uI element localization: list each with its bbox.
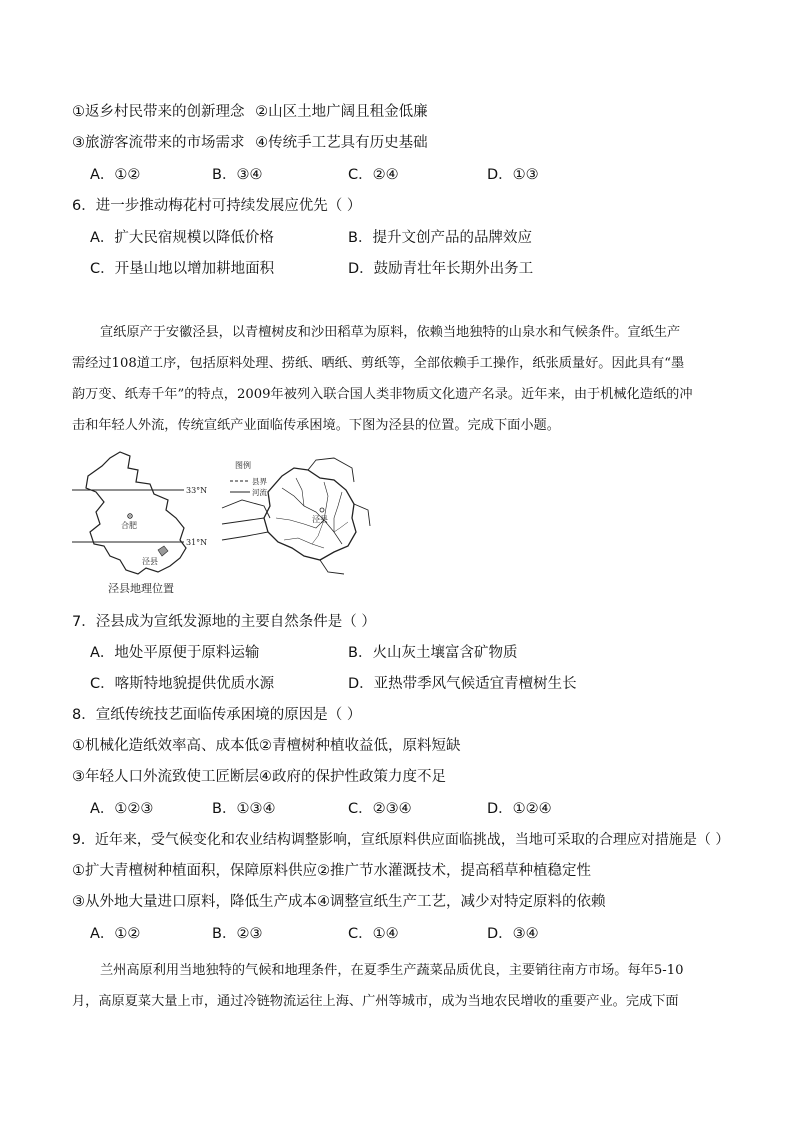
passage-line: 月，高原夏菜大量上市，通过冷链物流运往上海、广州等城市，成为当地农民增收的重要产业。完成下面: [72, 994, 679, 1009]
q7-choice-d[interactable]: D．亚热带季风气候适宜青檀树生长: [348, 676, 577, 692]
q8-statements-2: ③年轻人口外流致使工匠断层④政府的保护性政策力度不足: [72, 769, 446, 785]
jingxian-label-small: 泾县: [142, 557, 158, 566]
q9-statements-1: ①扩大青檀树种植面积，保障原料供应②推广节水灌溉技术，提高稻草种植稳定性: [72, 863, 591, 879]
q5-statement-3: ③旅游客流带来的市场需求: [72, 135, 245, 151]
q5-choice-b[interactable]: B．③④: [212, 167, 263, 183]
q7-choice-c[interactable]: C．喀斯特地貌提供优质水源: [90, 676, 275, 692]
hefei-label: 合肥: [121, 521, 137, 530]
q9-statements-2: ③从外地大量进口原料，降低生产成本④调整宣纸生产工艺，减少对特定原料的依赖: [72, 894, 606, 910]
map-caption: 泾县地理位置: [108, 582, 174, 595]
q9-stem: 9．近年来，受气候变化和农业结构调整影响，宣纸原料供应面临挑战，当地可采取的合理应对措施是（ ）: [72, 832, 730, 848]
q5-choice-a[interactable]: A．①②: [90, 167, 141, 183]
q7-stem: 7．泾县成为宣纸发源地的主要自然条件是（ ）: [72, 614, 376, 630]
q8-stem: 8．宣纸传统技艺面临传承困境的原因是（ ）: [72, 707, 362, 723]
passage-lanzhou-vegetables: [72, 955, 722, 1017]
q5-statement-4: ④传统手工艺具有历史基础: [255, 135, 428, 151]
q9-choice-a[interactable]: A．①②: [90, 926, 141, 942]
q9-choice-d[interactable]: D．③④: [487, 926, 539, 942]
legend-river-label: 河流: [252, 488, 267, 497]
passage-line: 韵万变、纸寿千年”的特点，2009年被列入联合国人类非物质文化遗产名录。近年来，由于机械化造纸的冲: [72, 387, 693, 402]
q5-choice-c[interactable]: C．②④: [348, 167, 399, 183]
q5-choice-d[interactable]: D．①③: [487, 167, 539, 183]
jingxian-seat-marker: [320, 508, 324, 512]
legend-title: 图例: [235, 461, 251, 470]
legend-boundary-label: 县界: [252, 477, 267, 486]
passage-line: 宣纸原产于安徽泾县，以青檀树皮和沙田稻草为原料，依赖当地独特的山泉水和气候条件。宣纸生产: [100, 325, 681, 340]
passage-xuan-paper: [72, 317, 722, 441]
q7-choice-b[interactable]: B．火山灰土壤富含矿物质: [348, 645, 518, 661]
jingxian-detail-outline: [264, 468, 356, 560]
q5-statements-line-2: [72, 133, 428, 153]
q8-choice-d[interactable]: D．①②④: [487, 801, 552, 817]
q8-choice-a[interactable]: A．①②③: [90, 801, 154, 817]
jingxian-location-map: [72, 448, 372, 598]
lat-33-label: 33°N: [186, 486, 208, 495]
q6-choice-c[interactable]: C．开垦山地以增加耕地面积: [90, 261, 275, 277]
map-graphic: [72, 448, 372, 578]
q6-choice-a[interactable]: A．扩大民宿规模以降低价格: [90, 230, 274, 246]
q8-choice-c[interactable]: C．②③④: [348, 801, 412, 817]
jingxian-small-region: [158, 546, 168, 556]
passage-line: 需经过108道工序，包括原料处理、捞纸、晒纸、剪纸等，全部依赖手工操作，纸张质量好。因此具有“墨: [72, 356, 685, 371]
q8-statements-1: ①机械化造纸效率高、成本低②青檀树种植收益低，原料短缺: [72, 738, 461, 754]
q9-choice-b[interactable]: B．②③: [212, 926, 263, 942]
q5-statement-1: ①返乡村民带来的创新理念: [72, 104, 245, 120]
q8-choice-b[interactable]: B．①③④: [212, 801, 276, 817]
passage-line: 兰州高原利用当地独特的气候和地理条件，在夏季生产蔬菜品质优良，主要销往南方市场。每年5-10: [100, 963, 684, 978]
province-outline: [86, 452, 186, 574]
lat-31-label: 31°N: [186, 538, 208, 547]
passage-line: 击和年轻人外流，传统宣纸产业面临传承困境。下图为泾县的位置。完成下面小题。: [72, 418, 560, 433]
jingxian-label-detail: 泾县: [312, 515, 328, 524]
q6-stem: 6．进一步推动梅花村可持续发展应优先（ ）: [72, 198, 362, 214]
q5-statements-line-1: [72, 102, 428, 122]
q6-choice-d[interactable]: D．鼓励青壮年长期外出务工: [348, 261, 534, 277]
q5-statement-2: ②山区土地广阔且租金低廉: [255, 104, 428, 120]
q9-choice-c[interactable]: C．①④: [348, 926, 399, 942]
q6-choice-b[interactable]: B．提升文创产品的品牌效应: [348, 230, 532, 246]
q7-choice-a[interactable]: A．地处平原便于原料运输: [90, 645, 260, 661]
